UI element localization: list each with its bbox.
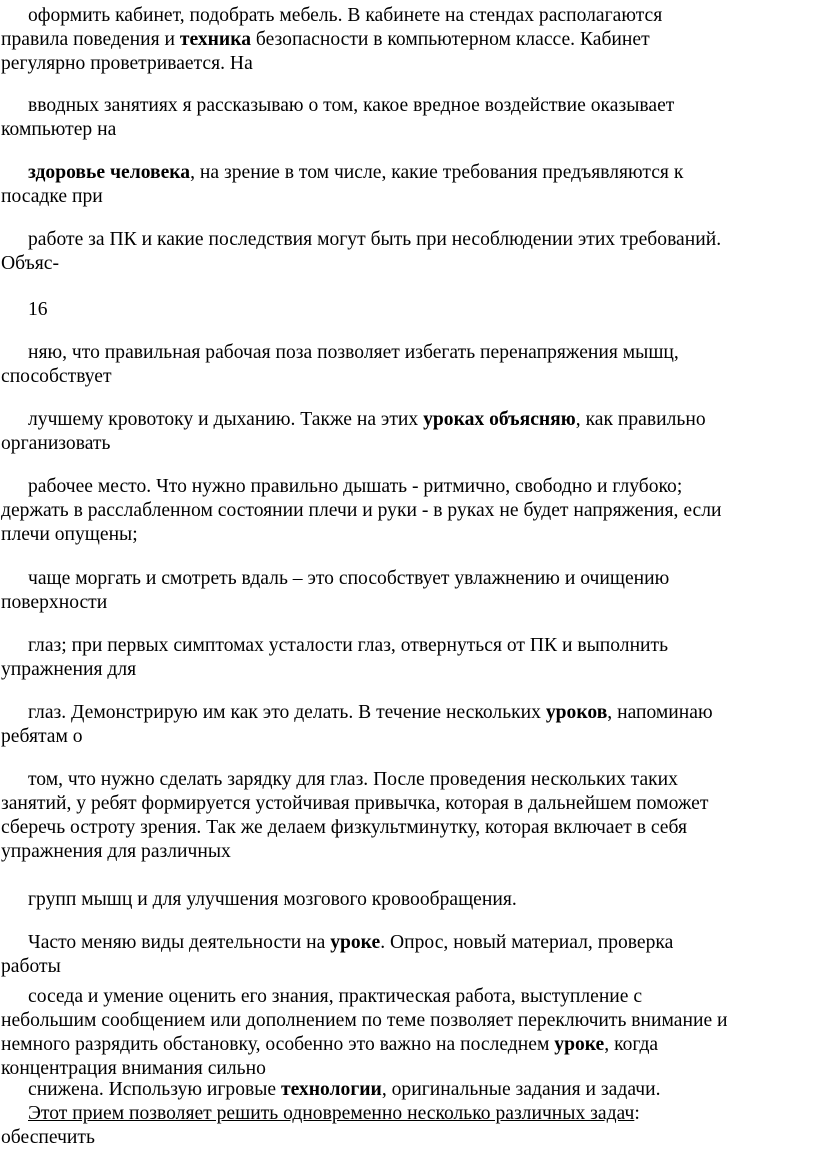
text-run: плечи опущены; (1, 524, 138, 545)
text-line (1, 1102, 811, 1126)
paragraph (1, 4, 811, 76)
text-line (1, 228, 811, 252)
text-run: групп мышц и для улучшения мозгового кровообращения. (28, 889, 517, 910)
text-run: поверхности (1, 592, 108, 613)
text-line (1, 365, 811, 389)
text-run: соседа и умение оценить его знания, практическая работа, выступление с (28, 986, 643, 1007)
underlined-text: Этот прием позволяет решить одновременно несколько различных задач (28, 1103, 635, 1124)
text-run: , на зрение в том числе, какие требования предъявляются к (190, 162, 684, 183)
text-line (1, 1126, 811, 1150)
paragraph (1, 94, 811, 142)
text-run: глаз. Демонстрирую им как это делать. В течение нескольких (28, 702, 546, 723)
bold-text: здоровье человека (28, 162, 191, 183)
text-run: . Опрос, новый материал, проверка (380, 932, 674, 953)
text-line (1, 816, 811, 840)
paragraph (1, 228, 811, 276)
text-run: упражнения для различных (1, 841, 231, 862)
text-run: упражнения для (1, 659, 137, 680)
paragraph (1, 931, 811, 979)
text-run: , как правильно (575, 409, 706, 430)
text-line (1, 52, 811, 76)
text-line (1, 523, 811, 547)
text-run: концентрация внимания сильно (1, 1058, 266, 1079)
paragraph (1, 341, 811, 389)
text-line (1, 341, 811, 365)
text-line (1, 1009, 811, 1033)
text-line (1, 888, 811, 912)
text-run: лучшему кровотоку и дыханию. Также на этих (28, 409, 424, 430)
paragraph (1, 701, 811, 749)
bold-text: уроке (330, 932, 381, 953)
paragraph (1, 408, 811, 456)
text-run: Объяс- (1, 253, 59, 274)
text-line (1, 185, 811, 209)
text-run: чаще моргать и смотреть вдаль – это способствует увлажнению и очищению (28, 568, 670, 589)
bold-text: техника (179, 29, 251, 50)
text-run: , оригинальные задания и задачи. (381, 1079, 661, 1100)
text-run: : (634, 1103, 640, 1124)
text-line (1, 955, 811, 979)
text-run: занятий, у ребят формируется устойчивая привычка, которая в дальнейшем поможет (1, 793, 709, 814)
text-run: держать в расслабленном состоянии плечи и руки - в руках не будет напряжения, если (1, 500, 722, 521)
paragraph (1, 567, 811, 615)
text-run: посадке при (1, 186, 103, 207)
text-run: немного разрядить обстановку, особенно это важно на последнем (1, 1034, 555, 1055)
text-line (1, 408, 811, 432)
text-run: правила поведения и (1, 29, 180, 50)
text-line (1, 28, 811, 52)
paragraph (1, 1102, 811, 1150)
text-line (1, 725, 811, 749)
text-line (1, 298, 811, 322)
text-line (1, 701, 811, 725)
text-line (1, 792, 811, 816)
text-run: вводных занятиях я рассказываю о том, какое вредное воздействие оказывает (28, 95, 675, 116)
text-line (1, 161, 811, 185)
text-line (1, 634, 811, 658)
text-run: няю, что правильная рабочая поза позволяет избегать перенапряжения мышц, (28, 342, 679, 363)
text-line (1, 118, 811, 142)
paragraph (1, 768, 811, 864)
bold-text: технологии (281, 1079, 382, 1100)
text-line (1, 931, 811, 955)
text-run: компьютер на (1, 119, 117, 140)
text-run: ребятам о (1, 726, 83, 747)
text-run: том, что нужно сделать зарядку для глаз. После проведения нескольких таких (28, 769, 678, 790)
text-line (1, 252, 811, 276)
text-run: , когда (604, 1034, 659, 1055)
text-line (1, 432, 811, 456)
text-line (1, 4, 811, 28)
text-line (1, 658, 811, 682)
text-run: работы (1, 956, 61, 977)
text-run: способствует (1, 366, 112, 387)
paragraph (1, 888, 811, 912)
text-run: 16 (28, 299, 48, 320)
text-line (1, 985, 811, 1009)
paragraph (1, 985, 811, 1081)
text-line (1, 1078, 811, 1102)
paragraph (1, 298, 811, 322)
text-run: рабочее место. Что нужно правильно дышать - ритмично, свободно и глубоко; (28, 476, 683, 497)
text-run: глаз; при первых симптомах усталости глаз, отвернуться от ПК и выполнить (28, 635, 669, 656)
text-run: оформить кабинет, подобрать мебель. В кабинете на стендах располагаются (28, 5, 663, 26)
bold-text: уроков (545, 702, 608, 723)
paragraph (1, 475, 811, 547)
text-line (1, 1033, 811, 1057)
text-line (1, 591, 811, 615)
text-line (1, 840, 811, 864)
text-run: , напоминаю (607, 702, 713, 723)
bold-text: уроках объясняю (423, 409, 576, 430)
bold-text: уроке (554, 1034, 605, 1055)
text-line (1, 499, 811, 523)
text-run: регулярно проветривается. На (1, 53, 253, 74)
text-run: обеспечить (1, 1127, 95, 1148)
text-run: организовать (1, 433, 111, 454)
text-line (1, 94, 811, 118)
text-run: снижена. Использую игровые (28, 1079, 281, 1100)
text-line (1, 475, 811, 499)
paragraph (1, 634, 811, 682)
text-line (1, 567, 811, 591)
paragraph (1, 161, 811, 209)
text-run: небольшим сообщением или дополнением по теме позволяет переключить внимание и (1, 1010, 728, 1031)
text-run: безопасности в компьютерном классе. Кабинет (251, 29, 650, 50)
paragraph (1, 1078, 811, 1102)
text-line (1, 768, 811, 792)
text-run: сберечь остроту зрения. Так же делаем физкультминутку, которая включает в себя (1, 817, 687, 838)
text-run: работе за ПК и какие последствия могут быть при несоблюдении этих требований. (28, 229, 722, 250)
text-run: Часто меняю виды деятельности на (28, 932, 331, 953)
